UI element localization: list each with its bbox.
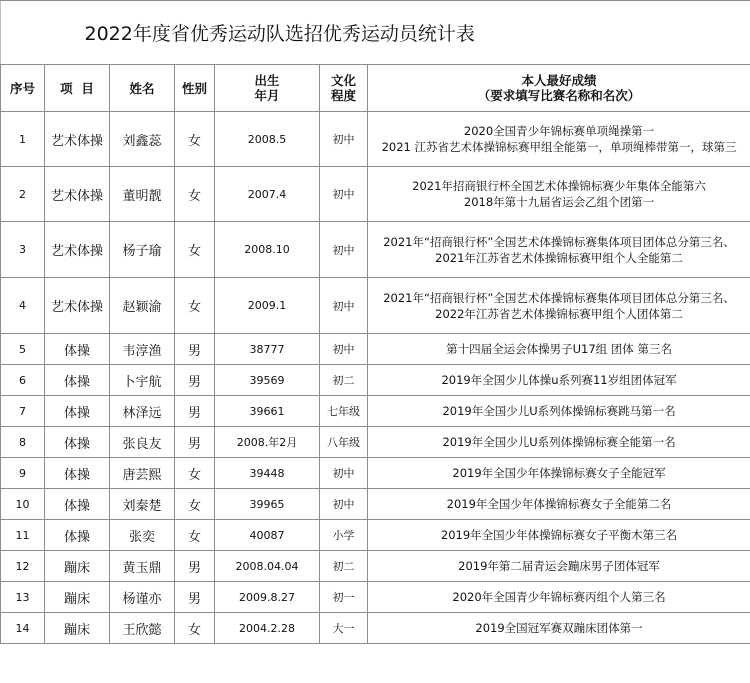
cell-birth[interactable]: 40087: [215, 520, 320, 551]
cell-gender[interactable]: 男: [175, 365, 215, 396]
table-row: [1, 551, 750, 582]
header-project[interactable]: 项 目: [45, 65, 110, 112]
cell-project[interactable]: 体操: [45, 489, 110, 520]
cell-no[interactable]: 6: [1, 365, 45, 396]
cell-education[interactable]: 七年级: [320, 396, 368, 427]
cell-name[interactable]: 唐芸熙: [110, 458, 175, 489]
achievement-line: 2020全国青少年锦标赛单项绳操第一: [463, 124, 655, 138]
cell-education[interactable]: 初中: [320, 334, 368, 365]
cell-no[interactable]: 4: [1, 278, 45, 334]
cell-gender[interactable]: 女: [175, 458, 215, 489]
table-row: [1, 112, 750, 167]
cell-name[interactable]: 韦淳渔: [110, 334, 175, 365]
cell-birth[interactable]: 2008.10: [215, 222, 320, 278]
cell-gender[interactable]: 男: [175, 396, 215, 427]
table-row: [1, 520, 750, 551]
header-ach-line1: 本人最好成绩: [521, 73, 597, 88]
achievement-line: 2019年全国少儿体操u系列赛11岁组团体冠军: [441, 373, 677, 387]
cell-education[interactable]: 初中: [320, 222, 368, 278]
cell-birth[interactable]: 2008.04.04: [215, 551, 320, 582]
cell-name[interactable]: 卜宇航: [110, 365, 175, 396]
cell-no[interactable]: 9: [1, 458, 45, 489]
achievement-line: 2019年全国少年体操锦标赛女子全能第二名: [446, 497, 672, 511]
header-education[interactable]: [320, 65, 368, 112]
header-name[interactable]: 姓名: [110, 65, 175, 112]
table-row: [1, 396, 750, 427]
cell-name[interactable]: 刘秦楚: [110, 489, 175, 520]
cell-birth[interactable]: 39448: [215, 458, 320, 489]
cell-birth[interactable]: 2009.8.27: [215, 582, 320, 613]
cell-gender[interactable]: 男: [175, 551, 215, 582]
cell-education[interactable]: 初中: [320, 167, 368, 222]
cell-birth[interactable]: 2004.2.28: [215, 613, 320, 644]
cell-name[interactable]: 杨谨亦: [110, 582, 175, 613]
cell-achievement[interactable]: [368, 112, 750, 167]
header-edu-line1: 文化: [330, 73, 356, 88]
cell-gender[interactable]: 男: [175, 582, 215, 613]
cell-no[interactable]: 12: [1, 551, 45, 582]
cell-education[interactable]: 初中: [320, 278, 368, 334]
cell-birth[interactable]: 2007.4: [215, 167, 320, 222]
cell-project[interactable]: 体操: [45, 396, 110, 427]
achievement-line: 第十四届全运会体操男子U17组 团体 第三名: [446, 342, 672, 356]
header-ach-line2: （要求填写比赛名称和名次）: [477, 88, 641, 103]
achievement-line: 2021 江苏省艺术体操锦标赛甲组全能第一，单项绳棒带第一，球第三: [381, 140, 737, 154]
achievement-line: 2021年招商银行杯全国艺术体操锦标赛少年集体全能第六: [412, 179, 706, 193]
achievement-line: 2019全国冠军赛双蹦床团体第一: [475, 621, 643, 635]
cell-project[interactable]: 蹦床: [45, 613, 110, 644]
cell-achievement[interactable]: [368, 222, 750, 278]
cell-birth[interactable]: 39569: [215, 365, 320, 396]
cell-project[interactable]: 艺术体操: [45, 112, 110, 167]
cell-no[interactable]: 7: [1, 396, 45, 427]
achievement-line: 2021年“招商银行杯”全国艺术体操锦标赛集体项目团体总分第三名、: [383, 290, 735, 305]
cell-education[interactable]: 初二: [320, 551, 368, 582]
title-spacer-cell[interactable]: [1, 1, 45, 65]
cell-gender[interactable]: 女: [175, 613, 215, 644]
cell-achievement[interactable]: [368, 427, 750, 458]
cell-no[interactable]: 14: [1, 613, 45, 644]
cell-gender[interactable]: 女: [175, 222, 215, 278]
cell-achievement[interactable]: [368, 582, 750, 613]
achievement-line: 2021年江苏省艺术体操锦标赛甲组个人全能第二: [435, 250, 683, 265]
cell-name[interactable]: 张良友: [110, 427, 175, 458]
cell-gender[interactable]: 女: [175, 278, 215, 334]
achievement-line: 2019年第二届青运会蹦床男子团体冠军: [458, 559, 660, 573]
header-birth-line1: 出生: [254, 73, 280, 88]
achievement-line: 2022年江苏省艺术体操锦标赛甲组个人团体第二: [435, 306, 683, 321]
cell-project[interactable]: 体操: [45, 427, 110, 458]
cell-project[interactable]: 体操: [45, 458, 110, 489]
cell-no[interactable]: 8: [1, 427, 45, 458]
cell-project[interactable]: 艺术体操: [45, 222, 110, 278]
cell-no[interactable]: 3: [1, 222, 45, 278]
cell-achievement[interactable]: [368, 334, 750, 365]
cell-education[interactable]: 初中: [320, 112, 368, 167]
cell-birth[interactable]: 2008.5: [215, 112, 320, 167]
cell-achievement[interactable]: [368, 458, 750, 489]
cell-no[interactable]: 10: [1, 489, 45, 520]
cell-project[interactable]: 蹦床: [45, 582, 110, 613]
header-birth-line2: 年月: [254, 88, 280, 103]
cell-project[interactable]: 体操: [45, 520, 110, 551]
table-row: [1, 167, 750, 222]
achievement-line: 2018年第十九届省运会乙组个团第一: [463, 195, 655, 209]
cell-achievement[interactable]: [368, 278, 750, 334]
cell-achievement[interactable]: [368, 365, 750, 396]
cell-name[interactable]: 赵颖渝: [110, 278, 175, 334]
cell-gender[interactable]: 男: [175, 334, 215, 365]
header-birth[interactable]: [215, 65, 320, 112]
cell-birth[interactable]: 38777: [215, 334, 320, 365]
cell-education[interactable]: 大一: [320, 613, 368, 644]
cell-achievement[interactable]: [368, 520, 750, 551]
cell-name[interactable]: 杨子瑜: [110, 222, 175, 278]
cell-project[interactable]: 体操: [45, 334, 110, 365]
cell-name[interactable]: 刘鑫蕊: [110, 112, 175, 167]
cell-achievement[interactable]: [368, 551, 750, 582]
cell-education[interactable]: 初一: [320, 582, 368, 613]
cell-project[interactable]: 体操: [45, 365, 110, 396]
cell-birth[interactable]: 39661: [215, 396, 320, 427]
table-row: [1, 613, 750, 644]
cell-no[interactable]: 1: [1, 112, 45, 167]
cell-gender[interactable]: 女: [175, 112, 215, 167]
cell-education[interactable]: 初二: [320, 365, 368, 396]
cell-gender[interactable]: 女: [175, 520, 215, 551]
cell-education[interactable]: 八年级: [320, 427, 368, 458]
cell-name[interactable]: 王欣懿: [110, 613, 175, 644]
cell-birth[interactable]: 2009.1: [215, 278, 320, 334]
cell-birth[interactable]: 2008.年2月: [215, 427, 320, 458]
achievement-line: 2021年“招商银行杯”全国艺术体操锦标赛集体项目团体总分第三名、: [383, 234, 735, 249]
cell-gender[interactable]: 女: [175, 489, 215, 520]
cell-name[interactable]: 董明靓: [110, 167, 175, 222]
cell-no[interactable]: 5: [1, 334, 45, 365]
cell-achievement[interactable]: [368, 613, 750, 644]
cell-gender[interactable]: 女: [175, 167, 215, 222]
cell-no[interactable]: 11: [1, 520, 45, 551]
cell-name[interactable]: 黄玉鼎: [110, 551, 175, 582]
cell-education[interactable]: 小学: [320, 520, 368, 551]
header-achievement[interactable]: [368, 65, 750, 112]
table-row: [1, 365, 750, 396]
achievement-line: 2019年全国少年体操锦标赛女子平衡木第三名: [440, 528, 678, 542]
title-row: [1, 1, 750, 65]
table-row: [1, 334, 750, 365]
cell-no[interactable]: 13: [1, 582, 45, 613]
header-row: [1, 65, 750, 112]
cell-no[interactable]: 2: [1, 167, 45, 222]
table-row: [1, 489, 750, 520]
table-row: [1, 278, 750, 334]
achievement-line: 2020年全国青少年锦标赛丙组个人第三名: [452, 590, 666, 604]
cell-achievement[interactable]: [368, 489, 750, 520]
cell-project[interactable]: 蹦床: [45, 551, 110, 582]
cell-achievement[interactable]: [368, 396, 750, 427]
cell-project[interactable]: 艺术体操: [45, 278, 110, 334]
table-row: [1, 427, 750, 458]
achievement-line: 2019年全国少儿U系列体操锦标赛全能第一名: [442, 435, 676, 449]
cell-education[interactable]: 初中: [320, 489, 368, 520]
cell-education[interactable]: 初中: [320, 458, 368, 489]
header-no[interactable]: 序号: [1, 65, 45, 112]
header-gender[interactable]: 性别: [175, 65, 215, 112]
table-row: [1, 222, 750, 278]
cell-gender[interactable]: 男: [175, 427, 215, 458]
table-row: [1, 582, 750, 613]
cell-project[interactable]: 艺术体操: [45, 167, 110, 222]
header-edu-line2: 程度: [330, 88, 356, 103]
cell-birth[interactable]: 39965: [215, 489, 320, 520]
table-row: [1, 458, 750, 489]
achievement-line: 2019年全国少儿U系列体操锦标赛跳马第一名: [442, 404, 676, 418]
cell-name[interactable]: 张奕: [110, 520, 175, 551]
cell-achievement[interactable]: [368, 167, 750, 222]
page-title[interactable]: 2022年度省优秀运动队选招优秀运动员统计表: [45, 1, 750, 65]
achievement-line: 2019年全国少年体操锦标赛女子全能冠军: [452, 466, 666, 480]
cell-name[interactable]: 林泽远: [110, 396, 175, 427]
